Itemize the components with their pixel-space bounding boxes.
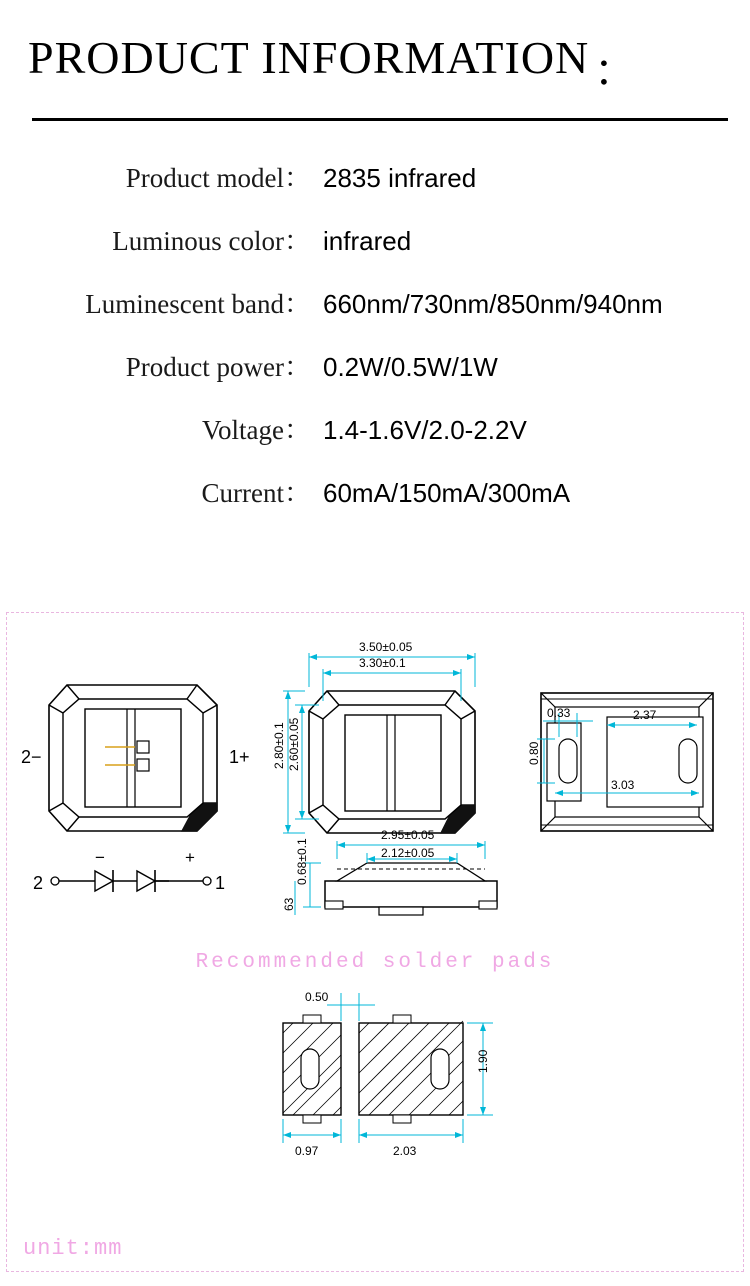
dim-side-height-small: 63 xyxy=(282,897,296,911)
dim-front-width-outer: 3.50±0.05 xyxy=(359,640,413,654)
dim-outer-width: 3.03 xyxy=(611,778,635,792)
dim-solder-gap: 0.50 xyxy=(305,990,329,1004)
spec-row xyxy=(22,408,728,447)
spec-colon: ： xyxy=(284,352,311,382)
spec-list xyxy=(0,156,750,510)
spec-row xyxy=(22,156,728,195)
spec-row xyxy=(22,219,728,258)
dim-pad-height: 0.80 xyxy=(527,741,541,765)
top-view-package xyxy=(49,685,217,831)
spec-label: Luminescent band xyxy=(85,289,284,319)
diode-schematic xyxy=(51,870,211,892)
side-view-package xyxy=(325,863,497,915)
dim-front-height-outer: 2.80±0.1 xyxy=(272,722,286,769)
title-colon: ： xyxy=(593,45,640,96)
spec-label: Product power xyxy=(125,352,284,382)
dim-front-height-inner: 2.60±0.05 xyxy=(287,717,301,771)
solder-pads-drawing xyxy=(283,1015,463,1123)
spec-label: Voltage xyxy=(202,415,284,445)
schematic-plus: + xyxy=(185,848,195,867)
schematic-minus: − xyxy=(95,848,105,867)
dim-solder-left-width: 0.97 xyxy=(295,1144,319,1158)
dim-solder-right-width: 2.03 xyxy=(393,1144,417,1158)
spec-colon: ： xyxy=(284,163,311,193)
dim-side-width-outer: 2.95±0.05 xyxy=(381,828,435,842)
spec-value: infrared xyxy=(323,226,412,256)
spec-value: 0.2W/0.5W/1W xyxy=(323,352,498,382)
spec-colon: ： xyxy=(284,289,311,319)
spec-label: Current xyxy=(201,478,284,508)
spec-row xyxy=(22,471,728,510)
front-view-package xyxy=(309,691,475,833)
spec-label: Product model xyxy=(125,163,284,193)
dim-pad-width: 0.33 xyxy=(547,706,571,720)
spec-row xyxy=(22,282,728,321)
dim-side-height: 0.68±0.1 xyxy=(295,838,309,885)
schematic-pin-2: 2 xyxy=(33,873,44,893)
unit-label: unit:mm xyxy=(23,1236,123,1261)
dim-solder-height: 1.90 xyxy=(476,1049,490,1073)
pin-label-minus: 2− xyxy=(21,747,42,767)
technical-drawing-panel xyxy=(6,612,744,1272)
schematic-pin-1: 1 xyxy=(215,873,226,893)
header-divider xyxy=(32,118,728,121)
spec-value: 2835 infrared xyxy=(323,163,477,193)
dim-side-width-inner: 2.12±0.05 xyxy=(381,846,435,860)
spec-value: 1.4-1.6V/2.0-2.2V xyxy=(323,415,527,445)
spec-colon: ： xyxy=(284,226,311,256)
spec-colon: ： xyxy=(284,478,311,508)
drawing-svg xyxy=(7,613,743,1271)
spec-label: Luminous color xyxy=(112,226,284,256)
page-header xyxy=(0,0,750,100)
page-title: PRODUCT INFORMATION xyxy=(28,32,590,83)
pin-label-plus: 1+ xyxy=(229,747,250,767)
spec-row xyxy=(22,345,728,384)
dim-front-width-inner: 3.30±0.1 xyxy=(359,656,406,670)
spec-colon: ： xyxy=(284,415,311,445)
dim-inner-width: 2.37 xyxy=(633,708,657,722)
spec-value: 660nm/730nm/850nm/940nm xyxy=(323,289,663,319)
solder-pads-title: Recommended solder pads xyxy=(195,951,555,974)
spec-value: 60mA/150mA/300mA xyxy=(323,478,571,508)
